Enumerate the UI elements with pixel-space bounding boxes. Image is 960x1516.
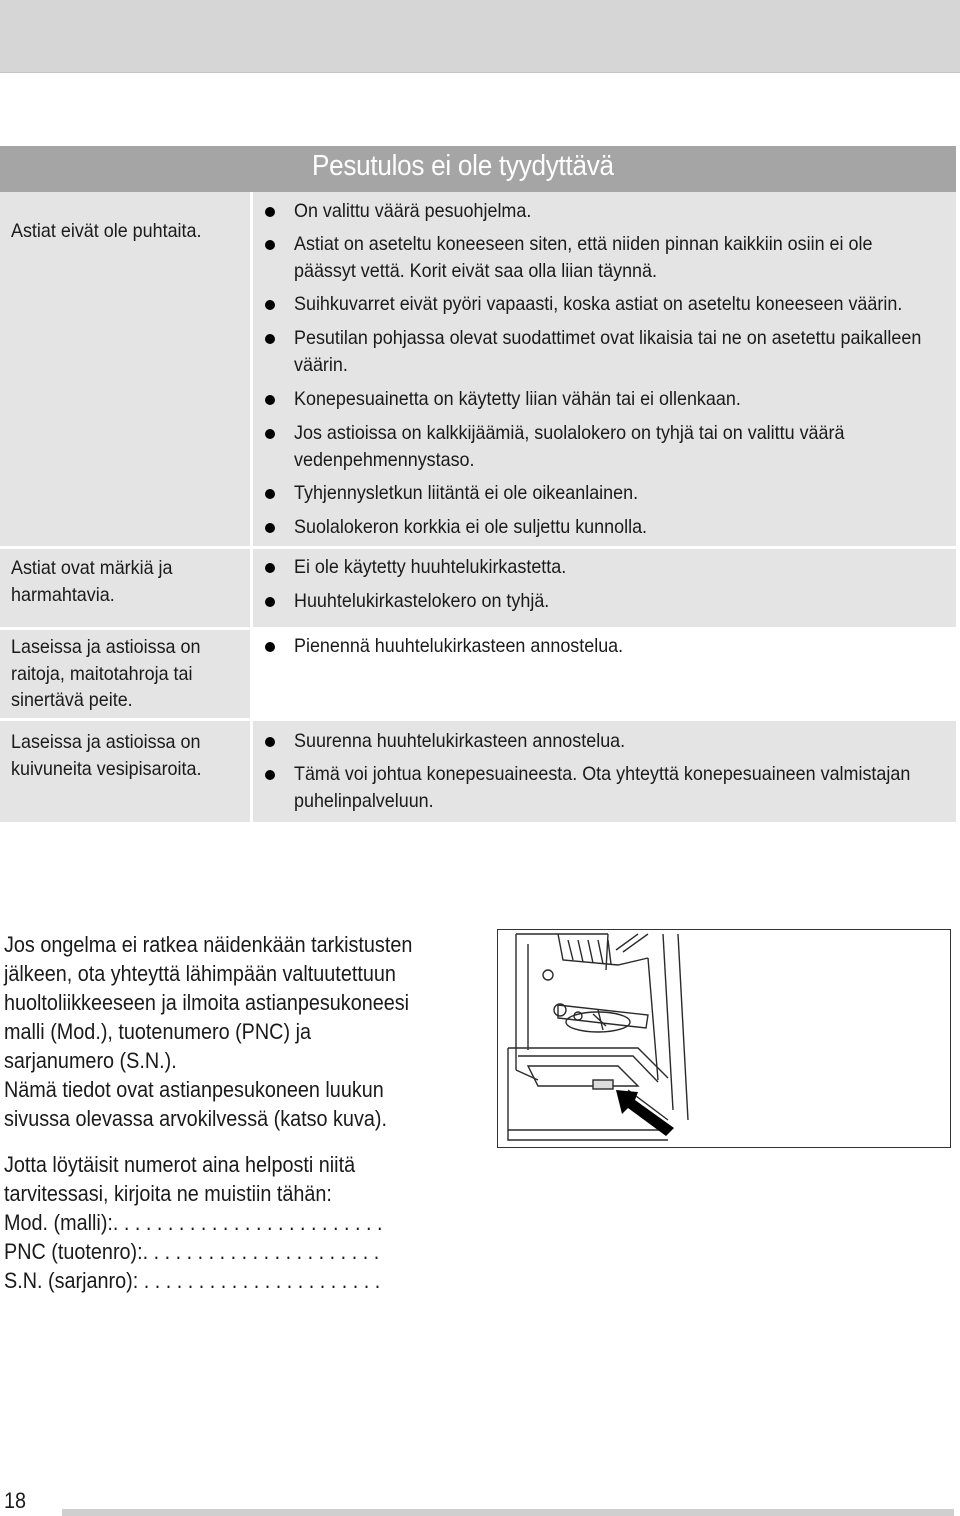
- bullet-icon: [265, 207, 275, 217]
- symptom-text: Laseissa ja astioissa on kuivuneita vesipisaroita.: [11, 731, 202, 780]
- cause-text: Tyhjennysletkun liitäntä ei ole oikeanlainen.: [294, 482, 639, 504]
- section-title: Pesutulos ei ole tyydyttävä: [312, 150, 614, 182]
- cause-text: Suihkuvarret eivät pyöri vapaasti, koska astiat on aseteltu koneeseen väärin.: [294, 293, 903, 315]
- cause-text: Huuhtelukirkastelokero on tyhjä.: [294, 590, 550, 612]
- mod-field: Mod. (malli):. . . . . . . . . . . . . . . . . . . . . . . . .: [4, 1210, 383, 1235]
- bullet-icon: [265, 563, 275, 573]
- bullet-icon: [265, 597, 275, 607]
- info-line: Jos ongelma ei ratkea näidenkään tarkistusten: [4, 932, 413, 957]
- bullet-icon: [265, 240, 275, 250]
- cause-text: Pesutilan pohjassa olevat suodattimet ovat likaisia tai ne on asetettu paikalleen väärin.: [294, 327, 922, 376]
- bullet-icon: [265, 395, 275, 405]
- record-line: tarvitessasi, kirjoita ne muistiin tähän:: [4, 1181, 332, 1206]
- cause-text: On valittu väärä pesuohjelma.: [294, 200, 532, 222]
- symptom-text: Astiat ovat märkiä ja harmahtavia.: [11, 557, 173, 606]
- page-number: 18: [4, 1488, 27, 1513]
- cause-text: Pienennä huuhtelukirkasteen annostelua.: [294, 635, 624, 657]
- bullet-icon: [265, 334, 275, 344]
- dishwasher-illustration: [497, 929, 951, 1148]
- info-line: sivussa olevassa arvokilvessä (katso kuva).: [4, 1106, 387, 1131]
- info-line: jälkeen, ota yhteyttä lähimpään valtuutettuun: [4, 961, 396, 986]
- cause-text: Suurenna huuhtelukirkasteen annostelua.: [294, 730, 626, 752]
- dishwasher-drawing: [498, 930, 949, 1146]
- footer-rule: [62, 1509, 954, 1516]
- symptom-cell: [0, 192, 250, 546]
- top-band: [0, 0, 960, 73]
- bullet-icon: [265, 429, 275, 439]
- cause-text: Jos astioissa on kalkkijäämiä, suolalokero on tyhjä tai on valittu väärä vedenpehmennystaso.: [294, 422, 845, 471]
- symptom-text: Astiat eivät ole puhtaita.: [11, 220, 202, 242]
- cause-text: Astiat on aseteltu koneeseen siten, että niiden pinnan kaikkiin osiin ei ole päässyt vettä. Korit eivät saa olla liian täynnä.: [294, 233, 873, 282]
- pnc-field: PNC (tuotenro):. . . . . . . . . . . . . . . . . . . . . .: [4, 1239, 380, 1264]
- cause-text: Tämä voi johtua konepesuaineesta. Ota yhteyttä konepesuaineen valmistajan puhelinpalveluun.: [294, 763, 911, 812]
- info-line: huoltoliikkeeseen ja ilmoita astianpesukoneesi: [4, 990, 410, 1015]
- bullet-icon: [265, 300, 275, 310]
- bullet-icon: [265, 737, 275, 747]
- bullet-icon: [265, 489, 275, 499]
- cause-text: Suolalokeron korkkia ei ole suljettu kunnolla.: [294, 516, 648, 538]
- info-line: Nämä tiedot ovat astianpesukoneen luukun: [4, 1077, 384, 1102]
- sn-field: S.N. (sarjanro): . . . . . . . . . . . . . . . . . . . . . .: [4, 1268, 381, 1293]
- bullet-icon: [265, 770, 275, 780]
- symptom-text: Laseissa ja astioissa on raitoja, maitotahroja tai sinertävä peite.: [11, 636, 201, 711]
- bullet-icon: [265, 642, 275, 652]
- cause-text: Ei ole käytetty huuhtelukirkastetta.: [294, 556, 567, 578]
- record-line: Jotta löytäisit numerot aina helposti niitä: [4, 1152, 356, 1177]
- info-line: sarjanumero (S.N.).: [4, 1048, 177, 1073]
- cause-text: Konepesuainetta on käytetty liian vähän tai ei ollenkaan.: [294, 388, 741, 410]
- bullet-icon: [265, 523, 275, 533]
- info-line: malli (Mod.), tuotenumero (PNC) ja: [4, 1019, 311, 1044]
